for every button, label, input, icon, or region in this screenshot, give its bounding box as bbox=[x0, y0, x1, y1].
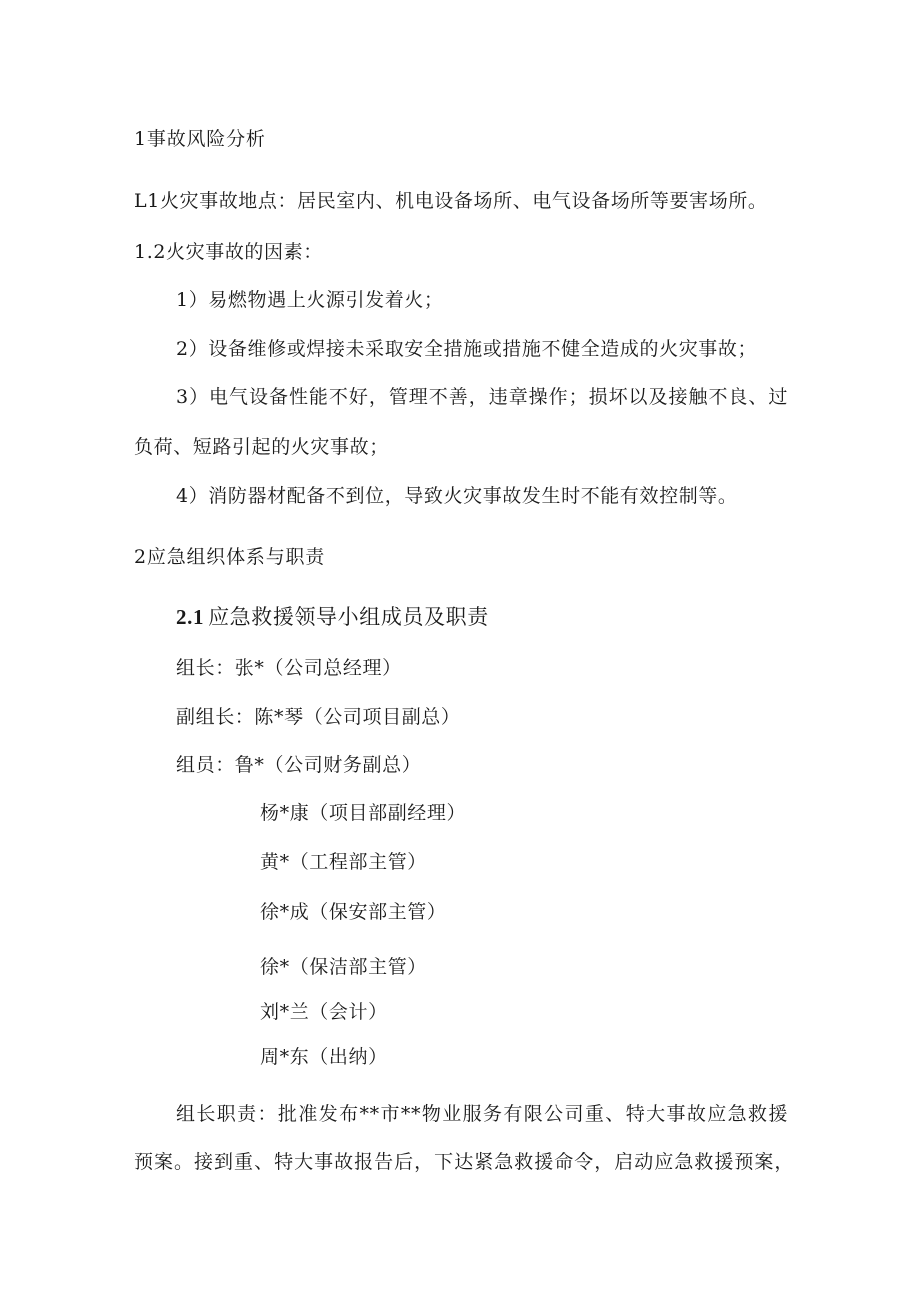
team-member: 徐*成（保安部主管） bbox=[260, 901, 447, 923]
team-member: 刘*兰（会计） bbox=[260, 1001, 388, 1023]
list-item-cause-3-continued: 负荷、短路引起的火灾事故； bbox=[134, 436, 389, 458]
team-deputy-leader: 副组长：陈*琴（公司项目副总） bbox=[176, 706, 461, 728]
subsection-title: 应急救援领导小组成员及职责 bbox=[208, 605, 489, 629]
team-member-first: 组员：鲁*（公司财务副总） bbox=[176, 754, 422, 776]
team-leader: 组长：张*（公司总经理） bbox=[176, 657, 402, 679]
team-member: 黄*（工程部主管） bbox=[260, 851, 427, 873]
list-item-cause-3: 3）电气设备性能不好，管理不善，违章操作；损坏以及接触不良、过 bbox=[176, 386, 788, 408]
list-item-cause-4: 4）消防器材配备不到位，导致火灾事故发生时不能有效控制等。 bbox=[176, 485, 738, 507]
subsection-number: 2.1 bbox=[176, 605, 205, 629]
list-item-cause-2: 2）设备维修或焊接未采取安全措施或措施不健全造成的火灾事故； bbox=[176, 338, 758, 360]
leader-duty-line-2: 预案。接到重、特大事故报告后，下达紧急救援命令，启动应急救援预案， bbox=[134, 1151, 794, 1173]
team-member: 杨*康（项目部副经理） bbox=[260, 802, 467, 824]
list-item-cause-1: 1）易燃物遇上火源引发着火； bbox=[176, 289, 444, 311]
team-member: 徐*（保洁部主管） bbox=[260, 956, 427, 978]
team-member: 周*东（出纳） bbox=[260, 1046, 388, 1068]
paragraph-fire-causes-title: 1.2火灾事故的因素： bbox=[134, 241, 323, 263]
section-1-heading: 1事故风险分析 bbox=[134, 128, 266, 150]
leader-duty-line-1: 组长职责：批准发布**市**物业服务有限公司重、特大事故应急救援 bbox=[176, 1103, 788, 1125]
section-2-heading: 2应急组织体系与职责 bbox=[134, 546, 326, 568]
subsection-2-1-heading bbox=[176, 605, 489, 629]
paragraph-fire-locations: L1火灾事故地点：居民室内、机电设备场所、电气设备场所等要害场所。 bbox=[134, 190, 768, 212]
